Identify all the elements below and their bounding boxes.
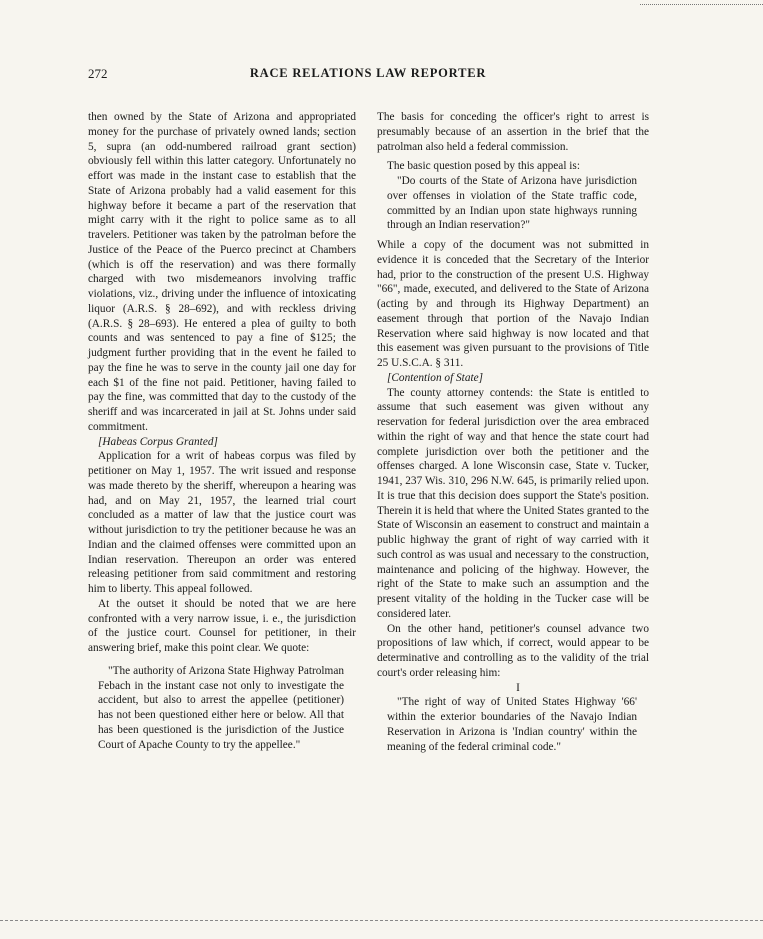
section-heading: [Habeas Corpus Granted] (98, 435, 218, 448)
block-quote (377, 174, 649, 233)
quote-text: "The right of way of United States Highway '66' within the exterior boundaries of the Navajo Indian Reservation in Arizona is 'Indian country' within the meaning of the federal criminal code." (387, 696, 637, 753)
right-column (377, 110, 649, 754)
page-header (88, 66, 648, 84)
running-head: RACE RELATIONS LAW REPORTER (249, 66, 487, 80)
paragraph: The basis for conceding the officer's right to arrest is presumably because of an assertion in the brief that the patrolman also held a federal commission. (377, 111, 649, 153)
left-column (88, 110, 356, 752)
paragraph: While a copy of the document was not submitted in evidence it is conceded that the Secretary of the Interior had, prior to the construction of the present U.S. Highway "66", made, executed, and delivered to the State of Arizona (acting by and through its Highway Department) an easement through that portion of the Navajo Indian Reservation where said highway is now located and that this easement was given pursuant to the provisions of Title 25 U.S.C.A. § 311. (377, 239, 649, 369)
paragraph: At the outset it should be noted that we are here confronted with a very narrow issue, i. e., the jurisdiction of the justice court. Counsel for petitioner, in their answering brief, make this point clear. We quote: (88, 597, 356, 654)
paragraph: Application for a writ of habeas corpus was filed by petitioner on May 1, 1957. The writ issued and response was made thereto by the sheriff, whereupon a hearing was had, and on May 21, 1957, the learned trial court concluded as a matter of law that the justice court was without jurisdiction to try the petitioner because he was an Indian and the claimed offenses were committed upon an Indian reservation. Thereupon an order was entered releasing petitioner from said commitment and restoring him to liberty. This appeal followed. (88, 450, 356, 595)
page-number: 272 (88, 66, 108, 81)
section-heading: [Contention of State] (387, 371, 484, 384)
section-numeral: I (516, 681, 520, 694)
scan-bottom-edge (0, 920, 763, 922)
block-quote (88, 664, 356, 753)
scan-edge-mark (640, 4, 763, 7)
quote-text: "The authority of Arizona State Highway Patrolman Febach in the instant case not only to investigate the accident, but also to arrest the appellee (petitioner) has not been questioned either here or below. All that has been questioned is the jurisdiction of the Justice Court of Apache County to try the appellee." (98, 664, 344, 751)
block-quote (377, 695, 649, 754)
paragraph: then owned by the State of Arizona and appropriated money for the purchase of privately owned lands; section 5, supra (an odd-numbered railroad grant section) obviously fell within this latter category. Unfortunately no effort was made in the instant case to establish that the State of Arizona probably had a valid easement for this highway before it became a part of the reservation that might carry with it the right to police same as to all travelers. Petitioner was taken by the patrolman before the Justice of the Peace of the Puerco precinct at Chambers (which is off the reservation) and was there formally charged with two misdemeanors involving traffic violations, viz., driving under the influence of intoxicating liquor (A.R.S. § 28–692), and with reckless driving (A.R.S. § 28–693). He entered a plea of guilty to both counts and was sentenced to pay a fine of $125; the judgment further providing that in the event he failed to pay the fine he was to serve in the county jail one day for each $1 of the fine not paid. Petitioner, having failed to pay the fine, was committed that day to the custody of the sheriff and was incarcerated in jail at St. Johns under said commitment. (88, 111, 356, 433)
paragraph: The basic question posed by this appeal is: (387, 160, 580, 173)
paragraph: The county attorney contends: the State is entitled to assume that such easement was given without any reservation for federal jurisdiction over the area embraced within the right of way and that hence the state court had complete jurisdiction over both the petitioner and the offenses charged. A lone Wisconsin case, State v. Tucker, 1941, 237 Wis. 310, 296 N.W. 645, is primarily relied upon. It is true that this decision does support the State's position. Therein it is held that where the United States granted to the State of Wisconsin an easement to construct and maintain a public highway the grant of right of way carried with it such control as was usual and necessary to the construction, maintenance and policing of the highway. However, the right of the State to make such an assumption and the present vitality of the holding in the Tucker case will be considered later. (377, 386, 649, 620)
quote-text: "Do courts of the State of Arizona have jurisdiction over offenses in violation of the State traffic code, committed by an Indian upon state highways running through an Indian reservation?" (387, 175, 637, 232)
paragraph: On the other hand, petitioner's counsel advance two propositions of law which, if correct, would appear to be determinative and controlling as to the validity of the trial court's order releasing him: (377, 622, 649, 679)
